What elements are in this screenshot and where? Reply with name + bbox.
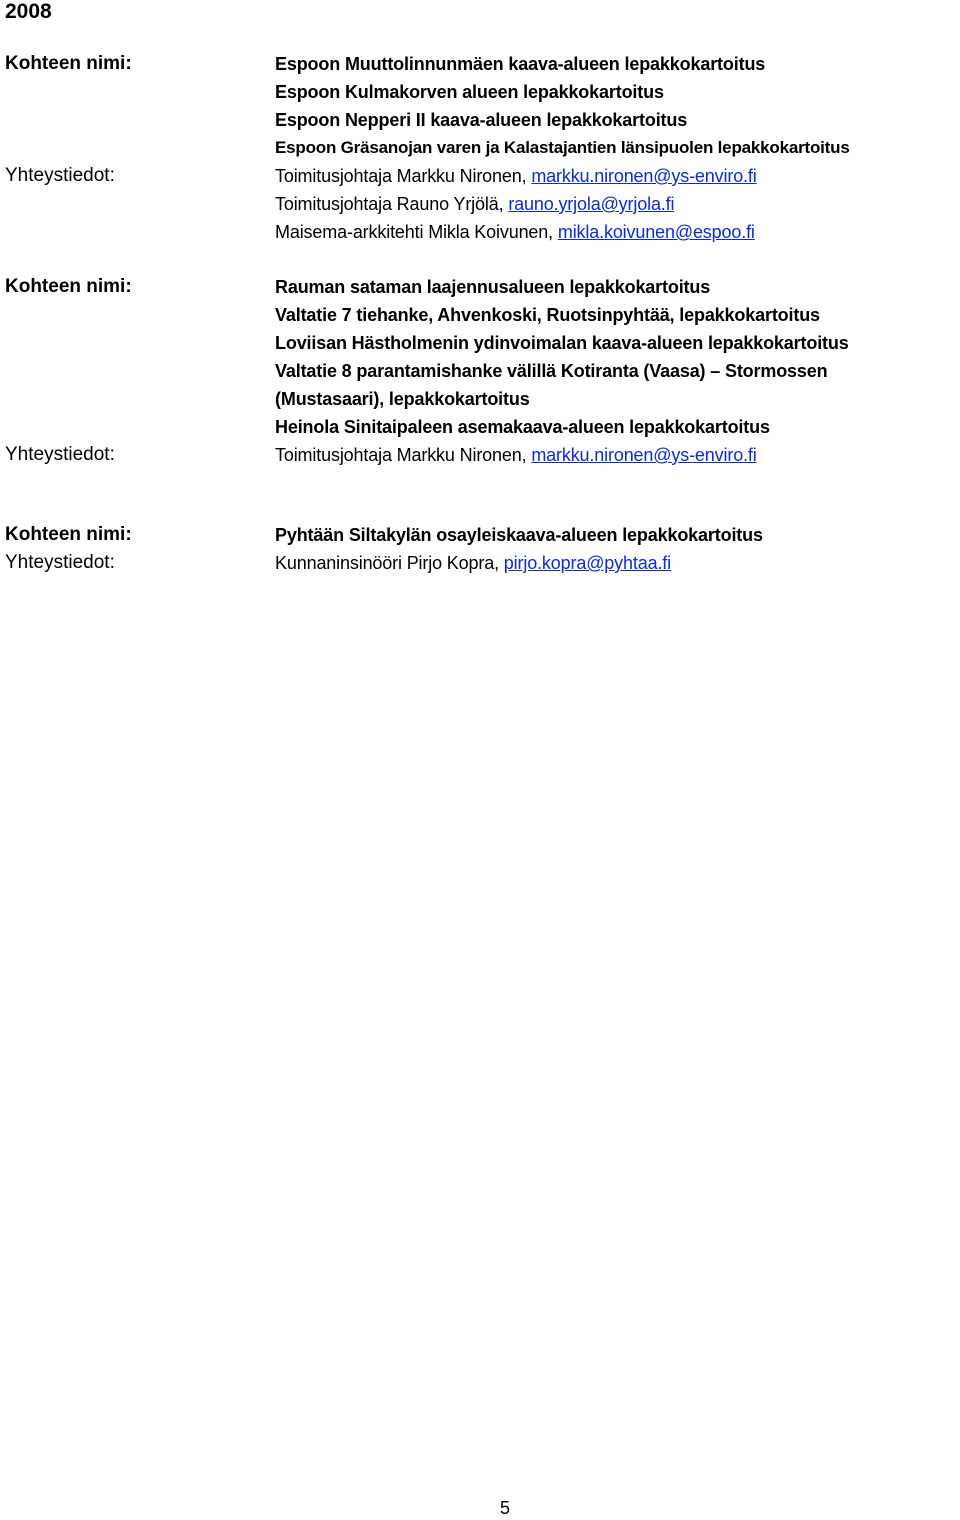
- section-3-content: [275, 521, 960, 577]
- contact-person: Toimitusjohtaja Markku Nironen,: [275, 445, 532, 465]
- project-title: Loviisan Hästholmenin ydinvoimalan kaava-alueen lepakkokartoitus: [275, 333, 849, 353]
- target-label: Kohteen nimi:: [5, 524, 132, 545]
- email-link[interactable]: pirjo.kopra@pyhtaa.fi: [503, 553, 672, 573]
- project-title: Valtatie 7 tiehanke, Ahvenkoski, Ruotsinpyhtää, lepakkokartoitus: [275, 305, 820, 325]
- project-title: Espoon Gräsanojan varen ja Kalastajantien länsipuolen lepakkokartoitus: [275, 138, 850, 157]
- project-title: Rauman sataman laajennusalueen lepakkokartoitus: [275, 277, 711, 297]
- project-title: Espoon Muuttolinnunmäen kaava-alueen lepakkokartoitus: [275, 54, 766, 74]
- email-link[interactable]: markku.nironen@ys-enviro.fi: [531, 166, 757, 186]
- target-label: Kohteen nimi:: [5, 276, 132, 297]
- contact-person: Kunnaninsinööri Pirjo Kopra,: [275, 553, 504, 573]
- page-number: 5: [499, 1498, 510, 1518]
- project-title: Pyhtään Siltakylän osayleiskaava-alueen lepakkokartoitus: [275, 525, 763, 545]
- email-link[interactable]: markku.nironen@ys-enviro.fi: [531, 445, 757, 465]
- contact-label: Yhteystiedot:: [5, 552, 115, 573]
- contact-line: [275, 218, 960, 246]
- section-1-content: [275, 50, 960, 246]
- year-heading: 2008: [5, 0, 52, 23]
- email-link[interactable]: rauno.yrjola@yrjola.fi: [508, 194, 675, 214]
- contact-label: Yhteystiedot:: [5, 165, 115, 186]
- email-link[interactable]: mikla.koivunen@espoo.fi: [557, 222, 755, 242]
- contact-label: Yhteystiedot:: [5, 444, 115, 465]
- project-title: Espoon Nepperi II kaava-alueen lepakkokartoitus: [275, 110, 688, 130]
- contact-line: [275, 441, 960, 469]
- contact-person: Maisema-arkkitehti Mikla Koivunen,: [275, 222, 558, 242]
- contact-line: [275, 162, 960, 190]
- project-title: Espoon Kulmakorven alueen lepakkokartoitus: [275, 82, 664, 102]
- contact-line: [275, 190, 960, 218]
- section-2-content: [275, 273, 960, 469]
- contact-person: Toimitusjohtaja Markku Nironen,: [275, 166, 532, 186]
- project-title: Heinola Sinitaipaleen asemakaava-alueen lepakkokartoitus: [275, 417, 770, 437]
- contact-person: Toimitusjohtaja Rauno Yrjölä,: [275, 194, 509, 214]
- project-title: Valtatie 8 parantamishanke välillä Kotiranta (Vaasa) – Stormossen (Mustasaari), lepakkokartoitus: [275, 361, 828, 409]
- contact-line: [275, 549, 960, 577]
- target-label: Kohteen nimi:: [5, 53, 132, 74]
